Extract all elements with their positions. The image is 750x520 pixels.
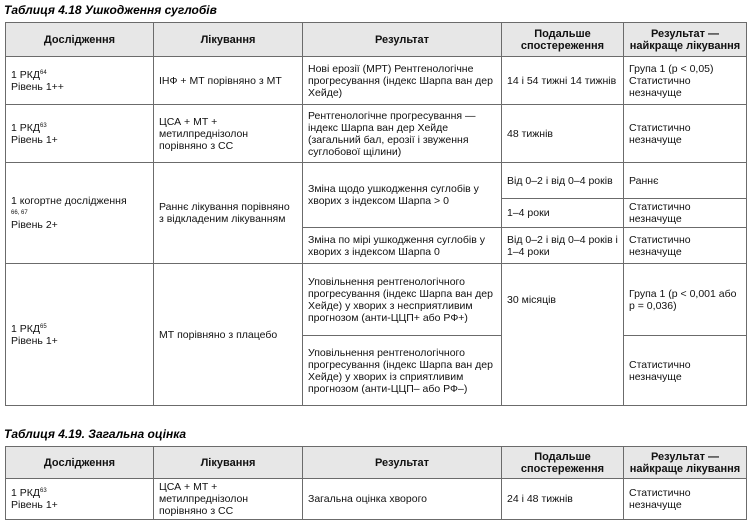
cell-result: Нові ерозії (МРТ) Рентгенологічне прогресування (індекс Шарпа ван дер Хейде) <box>303 57 502 105</box>
cell-followup-empty <box>502 336 624 406</box>
cell-study: 1 когортне дослідження $^{66, 67}$ Рівень 2+ <box>6 163 154 264</box>
cell-best: Раннє <box>624 163 747 199</box>
cell-followup: Від 0–2 і від 0–4 років і 1–4 роки <box>502 228 624 264</box>
cell-treatment: Раннє лікування порівняно з відкладеним лікуванням <box>154 163 303 264</box>
header-study: Дослідження <box>6 23 154 57</box>
cell-study: 1 РКД$^{65}$ Рівень 1+ <box>6 264 154 406</box>
cell-treatment: ЦСА + МТ + метилпреднізолон порівняно з СС <box>154 479 303 520</box>
header-study: Дослідження <box>6 447 154 479</box>
table-row <box>6 57 747 105</box>
header-followup: Подальше спостереження <box>502 447 624 479</box>
cell-best: Статистично незначуще <box>624 336 747 406</box>
cell-best: Статистично незначуще <box>624 105 747 163</box>
table-row <box>6 105 747 163</box>
cell-best: Статистично незначуще <box>624 228 747 264</box>
cell-study: 1 РКД$^{63}$ Рівень 1+ <box>6 479 154 520</box>
cell-result: Зміна по мірі ушкодження суглобів у хворих з індексом Шарпа 0 <box>303 228 502 264</box>
header-treatment: Лікування <box>154 23 303 57</box>
header-result: Результат <box>303 23 502 57</box>
table-caption: Таблиця 4.19. Загальна оцінка <box>4 427 187 441</box>
cell-followup: 24 і 48 тижнів <box>502 479 624 520</box>
cell-result: Зміна щодо ушкодження суглобів у хворих з індексом Шарпа > 0 <box>303 163 502 228</box>
cell-followup: 14 і 54 тижні 14 тижнів <box>502 57 624 105</box>
cell-result: Рентгенологічне прогресування — індекс Шарпа ван дер Хейде (загальний бал, ерозії і звуження суглобової щілини) <box>303 105 502 163</box>
cell-result: Загальна оцінка хворого <box>303 479 502 520</box>
cell-study: 1 РКД$^{63}$ Рівень 1+ <box>6 105 154 163</box>
overall-assessment-table <box>5 446 747 520</box>
cell-best: Група 1 (р < 0,05) Статистично незначуще <box>624 57 747 105</box>
table-row <box>6 264 747 336</box>
cell-best: Група 1 (р < 0,001 або р = 0,036) <box>624 264 747 336</box>
header-best: Результат — найкраще лікування <box>624 23 747 57</box>
cell-followup: 1–4 роки <box>502 199 624 228</box>
cell-best: Статистично незначуще <box>624 199 747 228</box>
cell-followup: Від 0–2 і від 0–4 років <box>502 163 624 199</box>
cell-treatment: ІНФ + МТ порівняно з МТ <box>154 57 303 105</box>
table-row <box>6 479 747 520</box>
cell-study: 1 РКД$^{64}$ Рівень 1++ <box>6 57 154 105</box>
cell-followup: 30 місяців <box>502 264 624 336</box>
cell-best: Статистично незначуще <box>624 479 747 520</box>
table-caption: Таблиця 4.18 Ушкодження суглобів <box>4 3 217 17</box>
cell-treatment: МТ порівняно з плацебо <box>154 264 303 406</box>
header-result: Результат <box>303 447 502 479</box>
header-treatment: Лікування <box>154 447 303 479</box>
cell-result: Уповільнення рентгенологічного прогресування (індекс Шарпа ван дер Хейде) у хворих з несприятливим прогнозом (анти-ЦЦП+ або РФ+) <box>303 264 502 336</box>
cell-followup: 48 тижнів <box>502 105 624 163</box>
cell-result: Уповільнення рентгенологічного прогресування (індекс Шарпа ван дер Хейде) у хворих із сприятливим прогнозом (анти-ЦЦП– або РФ–) <box>303 336 502 406</box>
header-followup: Подальше спостереження <box>502 23 624 57</box>
cell-treatment: ЦСА + МТ + метилпреднізолон порівняно з СС <box>154 105 303 163</box>
header-best: Результат — найкраще лікування <box>624 447 747 479</box>
table-row <box>6 163 747 199</box>
joint-damage-table <box>5 22 747 406</box>
